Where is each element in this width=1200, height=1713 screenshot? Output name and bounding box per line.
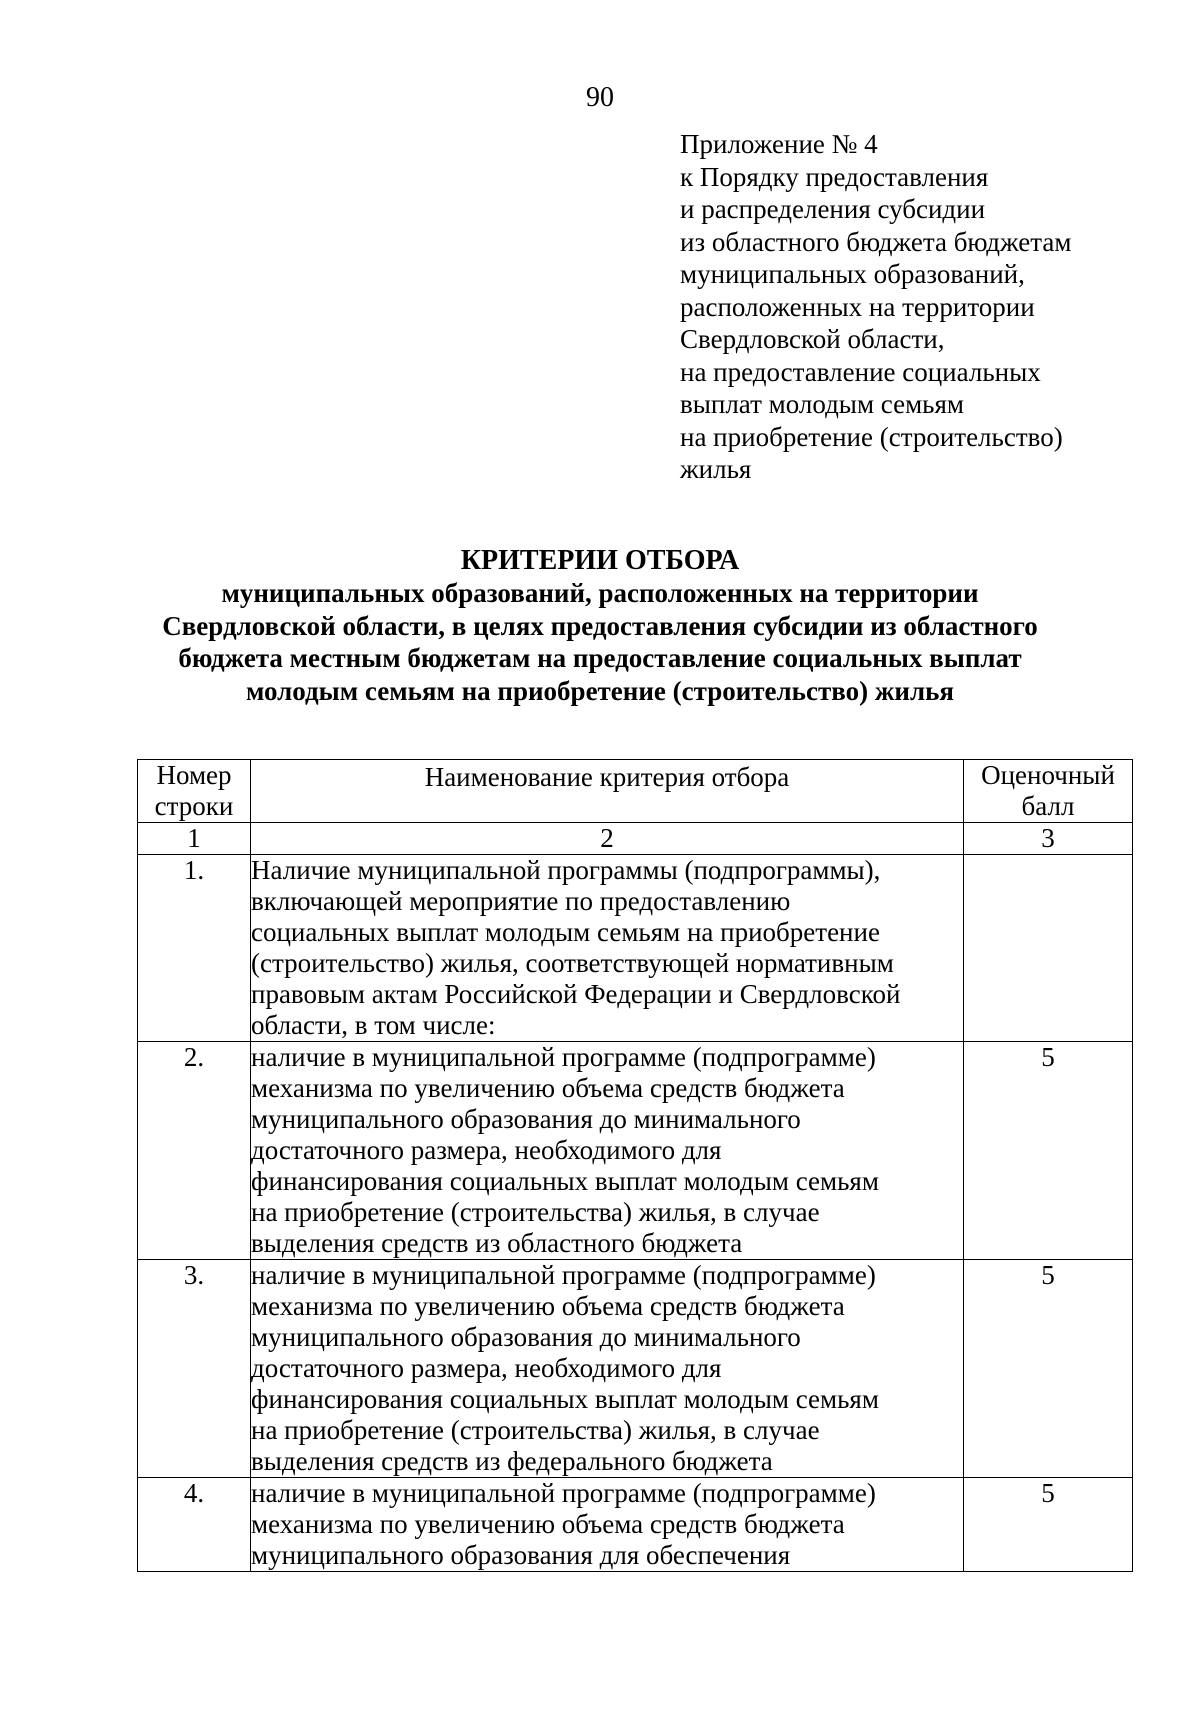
appendix-line: из областного бюджета бюджетам	[680, 226, 1072, 257]
criterion-line: включающей мероприятие по предоставлению	[251, 886, 791, 916]
appendix-line: муниципальных образований,	[680, 259, 1025, 289]
header-score-line: Оценочный	[981, 760, 1115, 790]
table-row	[138, 1478, 1133, 1572]
row-score-cell: 5	[964, 1260, 1133, 1478]
header-score-line: балл	[1021, 791, 1075, 821]
table-row	[138, 855, 1133, 1042]
header-cell-name	[251, 760, 964, 823]
criterion-line: наличие в муниципальной программе (подпрограмме)	[251, 1478, 876, 1508]
criterion-line: достаточного размера, необходимого для	[251, 1353, 722, 1383]
appendix-line: жилья	[680, 454, 752, 484]
index-cell: 3	[964, 823, 1133, 855]
row-number-cell: 4.	[138, 1478, 251, 1572]
criterion-line: наличие в муниципальной программе (подпрограмме)	[251, 1042, 876, 1072]
criterion-line: правовым актам Российской Федерации и Свердловской	[251, 979, 901, 1009]
subtitle-line: муниципальных образований, расположенных на территории	[221, 578, 979, 608]
criterion-line: механизма по увеличению объема средств бюджета	[251, 1073, 845, 1103]
row-score-cell: 5	[964, 1042, 1133, 1260]
index-cell: 2	[251, 823, 964, 855]
criterion-line: финансирования социальных выплат молодым семьям	[251, 1384, 879, 1414]
appendix-line: выплат молодым семьям	[680, 389, 964, 419]
criterion-line: муниципального образования до минимального	[251, 1322, 801, 1352]
appendix-line: на приобретение (строительство)	[680, 421, 1063, 452]
criteria-table	[137, 759, 1133, 1572]
header-cell-score	[964, 760, 1133, 823]
criterion-line: (строительство) жилья, соответствующей нормативным	[251, 948, 894, 978]
document-title: КРИТЕРИИ ОТБОРА	[460, 545, 740, 576]
row-number-cell: 3.	[138, 1260, 251, 1478]
table-row	[138, 1260, 1133, 1478]
row-number-cell: 1.	[138, 855, 251, 1042]
index-cell: 1	[138, 823, 251, 855]
page-number: 90	[586, 82, 614, 113]
criterion-line: области, в том числе:	[251, 1010, 496, 1040]
subtitle-line: бюджета местным бюджетам на предоставление социальных выплат	[178, 643, 1022, 673]
criterion-line: муниципального образования для обеспечения	[251, 1540, 791, 1570]
criterion-line: финансирования социальных выплат молодым семьям	[251, 1166, 879, 1196]
criterion-line: Наличие муниципальной программы (подпрограммы),	[251, 855, 881, 885]
criterion-line: социальных выплат молодым семьям на приобретение	[251, 917, 880, 947]
subtitle-line: Свердловской области, в целях предоставления субсидии из областного	[162, 610, 1038, 641]
row-criterion-cell	[251, 1260, 964, 1478]
criterion-line: выделения средств из областного бюджета	[251, 1228, 743, 1258]
row-score-cell	[964, 855, 1133, 1042]
row-criterion-cell	[251, 1042, 964, 1260]
criterion-line: достаточного размера, необходимого для	[251, 1135, 722, 1165]
appendix-block	[680, 128, 1160, 486]
subtitle-line: молодым семьям на приобретение (строительство) жилья	[245, 675, 955, 706]
criterion-line: выделения средств из федерального бюджета	[251, 1446, 773, 1476]
criterion-line: наличие в муниципальной программе (подпрограмме)	[251, 1260, 876, 1290]
row-score-cell: 5	[964, 1478, 1133, 1572]
table-header-row	[138, 760, 1133, 823]
appendix-line: на предоставление социальных	[680, 356, 1041, 387]
criterion-line: муниципального образования до минимального	[251, 1104, 801, 1134]
appendix-line: Свердловской области,	[680, 324, 945, 354]
header-name-text: Наименование критерия отбора	[424, 762, 790, 792]
appendix-line: расположенных на территории	[680, 291, 1035, 322]
appendix-line: и распределения субсидии	[680, 194, 986, 224]
table-row	[138, 1042, 1133, 1260]
document-subtitle	[0, 577, 1200, 707]
appendix-line: Приложение № 4	[680, 129, 878, 159]
header-cell-number	[138, 760, 251, 823]
criterion-line: механизма по увеличению объема средств бюджета	[251, 1509, 845, 1539]
criterion-line: на приобретение (строительства) жилья, в случае	[251, 1197, 820, 1227]
criterion-line: на приобретение (строительства) жилья, в случае	[251, 1415, 820, 1445]
appendix-line: к Порядку предоставления	[680, 161, 989, 192]
header-number-line: Номер	[156, 760, 232, 790]
row-criterion-cell	[251, 855, 964, 1042]
header-number-line: строки	[154, 791, 234, 821]
row-number-cell: 2.	[138, 1042, 251, 1260]
row-criterion-cell	[251, 1478, 964, 1572]
table-index-row	[138, 823, 1133, 855]
criterion-line: механизма по увеличению объема средств бюджета	[251, 1291, 845, 1321]
